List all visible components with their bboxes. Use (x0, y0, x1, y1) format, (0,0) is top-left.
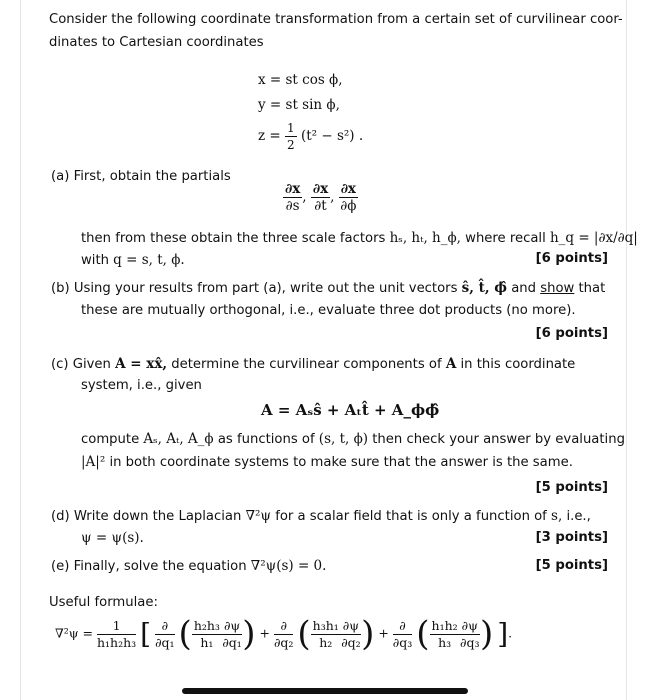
equation-y: y = st sin ϕ, (258, 97, 340, 113)
intro-line-1: Consider the following coordinate transformation from a certain set of curvilinear coor- (49, 12, 623, 27)
useful-formulae-label: Useful formulae: (49, 595, 158, 610)
part-b-points: [6 points] (535, 326, 608, 341)
laplacian-formula: ∇²ψ = $\frac{1}{\text{h₁h₂h₃}}$ [ $\frac{\partial}{\text{∂q₁}}$ ( $\frac{\text{h₂h₃}}{\text{h₁}}$ $\frac{\partial\psi}{\text{∂q₁}}$ ) + $\frac{\partial}{\text{∂q₂}}$ ( $\frac{\text{h₃h₁}}{\text{h₂}}$ $\frac{\partial\psi}{\text{∂q₂}}$ ) + $\frac{\partial}{\text{∂q₃}}$ ( $\frac{\text{h₁h₂}}{\text{h₃}}$ $\frac{\partial\psi}{\text{∂q₃}}$ ) ]. (55, 614, 513, 654)
part-a-partials: $\frac{\partial x}{\partial s}$ , $\frac{\partial x}{\partial t}$ , $\frac{\partial x}{\partial\phi}$ (285, 181, 357, 214)
part-d-line-2: ψ = ψ(s). (81, 530, 144, 546)
document-page (20, 0, 638, 700)
half-fraction: $\frac{1}{2}$ (287, 121, 295, 152)
part-e-line: (e) Finally, solve the equation ∇²ψ(s) = 0. (51, 558, 327, 574)
part-c-line-4: |A|² in both coordinate systems to make sure that the answer is the same. (81, 454, 573, 470)
part-a-label: (a) First, obtain the partials (51, 169, 231, 184)
part-c-points: [5 points] (535, 480, 608, 495)
part-d-points: [3 points] (535, 530, 608, 545)
home-indicator-bar[interactable] (182, 688, 468, 694)
intro-line-2: dinates to Cartesian coordinates (49, 35, 264, 50)
partial-x-phi: $\frac{\partial x}{\partial\phi}$ (340, 181, 357, 214)
part-c-line-2: system, i.e., given (81, 378, 202, 393)
part-d-line-1: (d) Write down the Laplacian ∇²ψ for a scalar field that is only a function of s, i.e., (51, 508, 591, 524)
part-c-equation: A = Aₛŝ + Aₜt̂ + A_ϕϕ̂ (261, 401, 440, 419)
equation-x: x = st cos ϕ, (258, 72, 343, 88)
part-a-line-1: then from these obtain the three scale factors hₛ, hₜ, h_ϕ, where recall h_q = |∂x/∂q| (81, 230, 638, 246)
equation-z: z = $\frac{1}{2}$ (t² − s²) . (258, 121, 364, 152)
part-e-points: [5 points] (535, 558, 608, 573)
part-c-line-1: (c) Given A = xx̂, determine the curvilinear components of A in this coordinate (51, 356, 576, 372)
part-c-line-3: compute Aₛ, Aₜ, A_ϕ as functions of (s, t, ϕ) then check your answer by evaluating (81, 431, 625, 447)
partial-x-s: $\frac{\partial x}{\partial s}$ (285, 181, 301, 214)
part-b-line-2: these are mutually orthogonal, i.e., evaluate three dot products (no more). (81, 303, 576, 318)
partial-x-t: $\frac{\partial x}{\partial t}$ (312, 181, 329, 214)
part-a-line-2: with q = s, t, ϕ. (81, 252, 185, 268)
part-a-points: [6 points] (535, 251, 608, 266)
laplacian-prefactor: $\frac{1}{\text{h₁h₂h₃}}$ (96, 617, 137, 650)
part-b-line-1: (b) Using your results from part (a), write out the unit vectors ŝ, t̂, ϕ̂ and show that (51, 280, 606, 296)
